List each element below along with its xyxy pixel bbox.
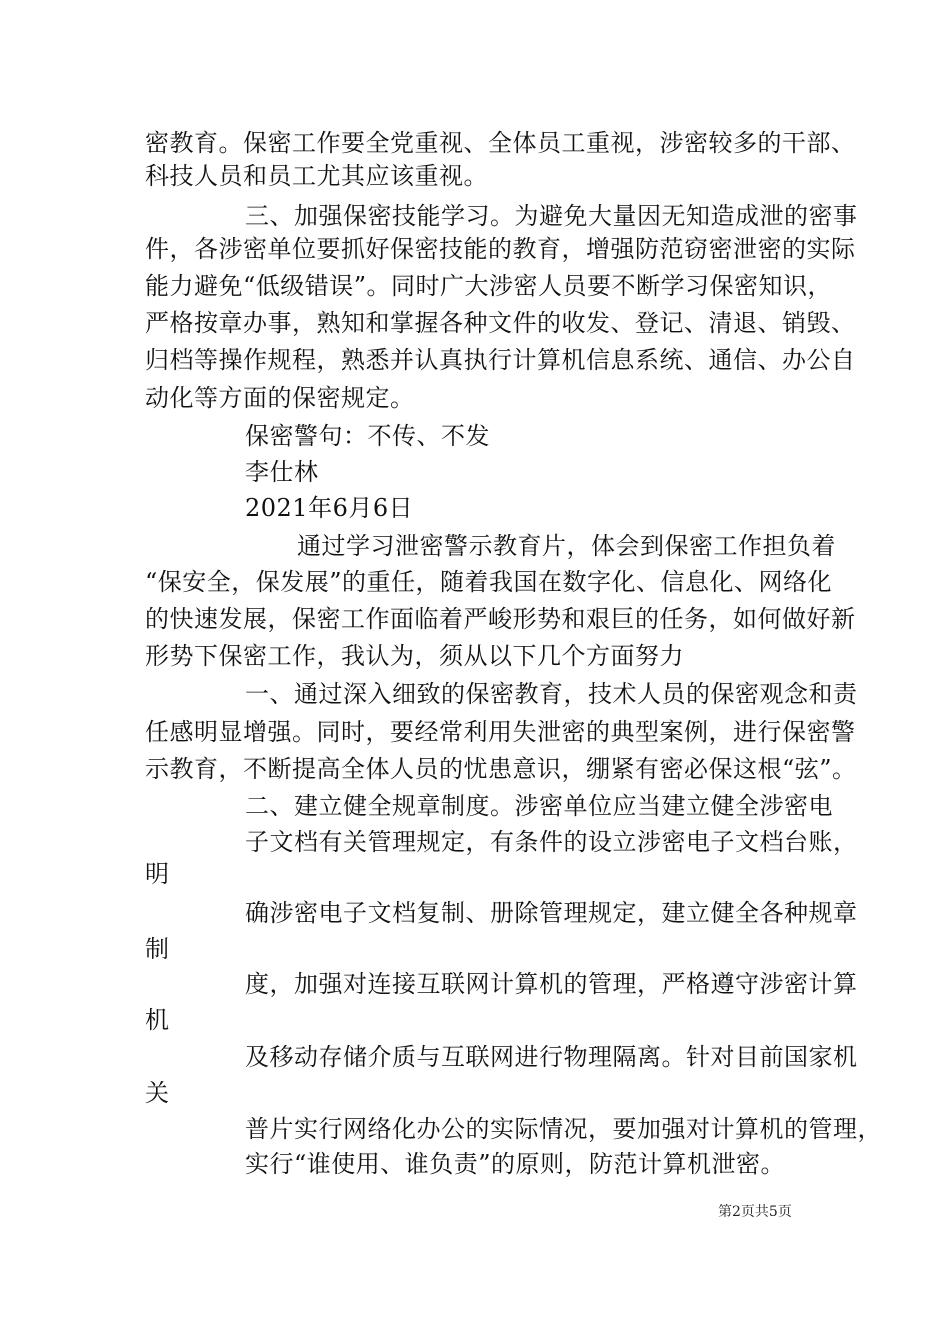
text-line: 的快速发展，保密工作面临着严峻形势和艰巨的任务，如何做好新 — [145, 605, 856, 633]
text-line: 明 — [145, 860, 170, 888]
page-number: 第2页共5页 — [718, 1204, 792, 1220]
text-line: 形势下保密工作，我认为，须从以下几个方面努力 — [145, 642, 684, 670]
text-line: 机 — [145, 1006, 170, 1034]
text-line: 严格按章办事，熟知和掌握各种文件的收发、登记、清退、销毁、 — [145, 309, 856, 337]
text-line: 示教育，不断提高全体人员的忧患意识，绷紧有密必保这根“弦”。 — [145, 755, 857, 783]
text-line: 关 — [145, 1079, 170, 1107]
text-line: 科技人员和员工尤其应该重视。 — [145, 162, 488, 190]
text-line: 能力避免“低级错误”。同时广大涉密人员要不断学习保密知识， — [145, 272, 833, 300]
text-line: 实行“谁使用、谁负责”的原则，防范计算机泄密。 — [245, 1150, 786, 1178]
text-line: 度，加强对连接互联网计算机的管理，严格遵守涉密计算 — [245, 970, 858, 998]
text-line: 确涉密电子文档复制、册除管理规定，建立健全各种规章 — [245, 899, 858, 927]
text-line: 2021年6月6日 — [245, 494, 414, 522]
text-line: 子文档有关管理规定，有条件的设立涉密电子文档台账， — [245, 828, 858, 856]
text-line: 密教育。保密工作要全党重视、全体员工重视，涉密较多的干部、 — [145, 129, 856, 157]
text-line: 件，各涉密单位要抓好保密技能的教育，增强防范窃密泄密的实际 — [145, 235, 856, 263]
text-line: 归档等操作规程，熟悉并认真执行计算机信息系统、通信、办公自 — [145, 346, 856, 374]
text-line: 二、建立健全规章制度。涉密单位应当建立健全涉密电 — [245, 792, 833, 820]
text-line: 普片实行网络化办公的实际情况，要加强对计算机的管理， — [245, 1115, 882, 1143]
text-line: 任感明显增强。同时，要经常利用失泄密的典型案例，进行保密警 — [145, 718, 856, 746]
text-line: 三、加强保密技能学习。为避免大量因无知造成泄的密事 — [245, 202, 858, 230]
text-line: 及移动存储介质与互联网进行物理隔离。针对目前国家机 — [245, 1043, 858, 1071]
text-line: “保安全，保发展”的重任，随着我国在数字化、信息化、网络化 — [145, 568, 833, 596]
text-line: 通过学习泄密警示教育片，体会到保密工作担负着 — [297, 532, 836, 560]
text-line: 保密警句：不传、不发 — [245, 422, 490, 450]
text-line: 动化等方面的保密规定。 — [145, 384, 415, 412]
text-line: 李仕林 — [245, 458, 319, 486]
text-line: 制 — [145, 935, 170, 963]
text-line: 一、通过深入细致的保密教育，技术人员的保密观念和责 — [245, 680, 858, 708]
